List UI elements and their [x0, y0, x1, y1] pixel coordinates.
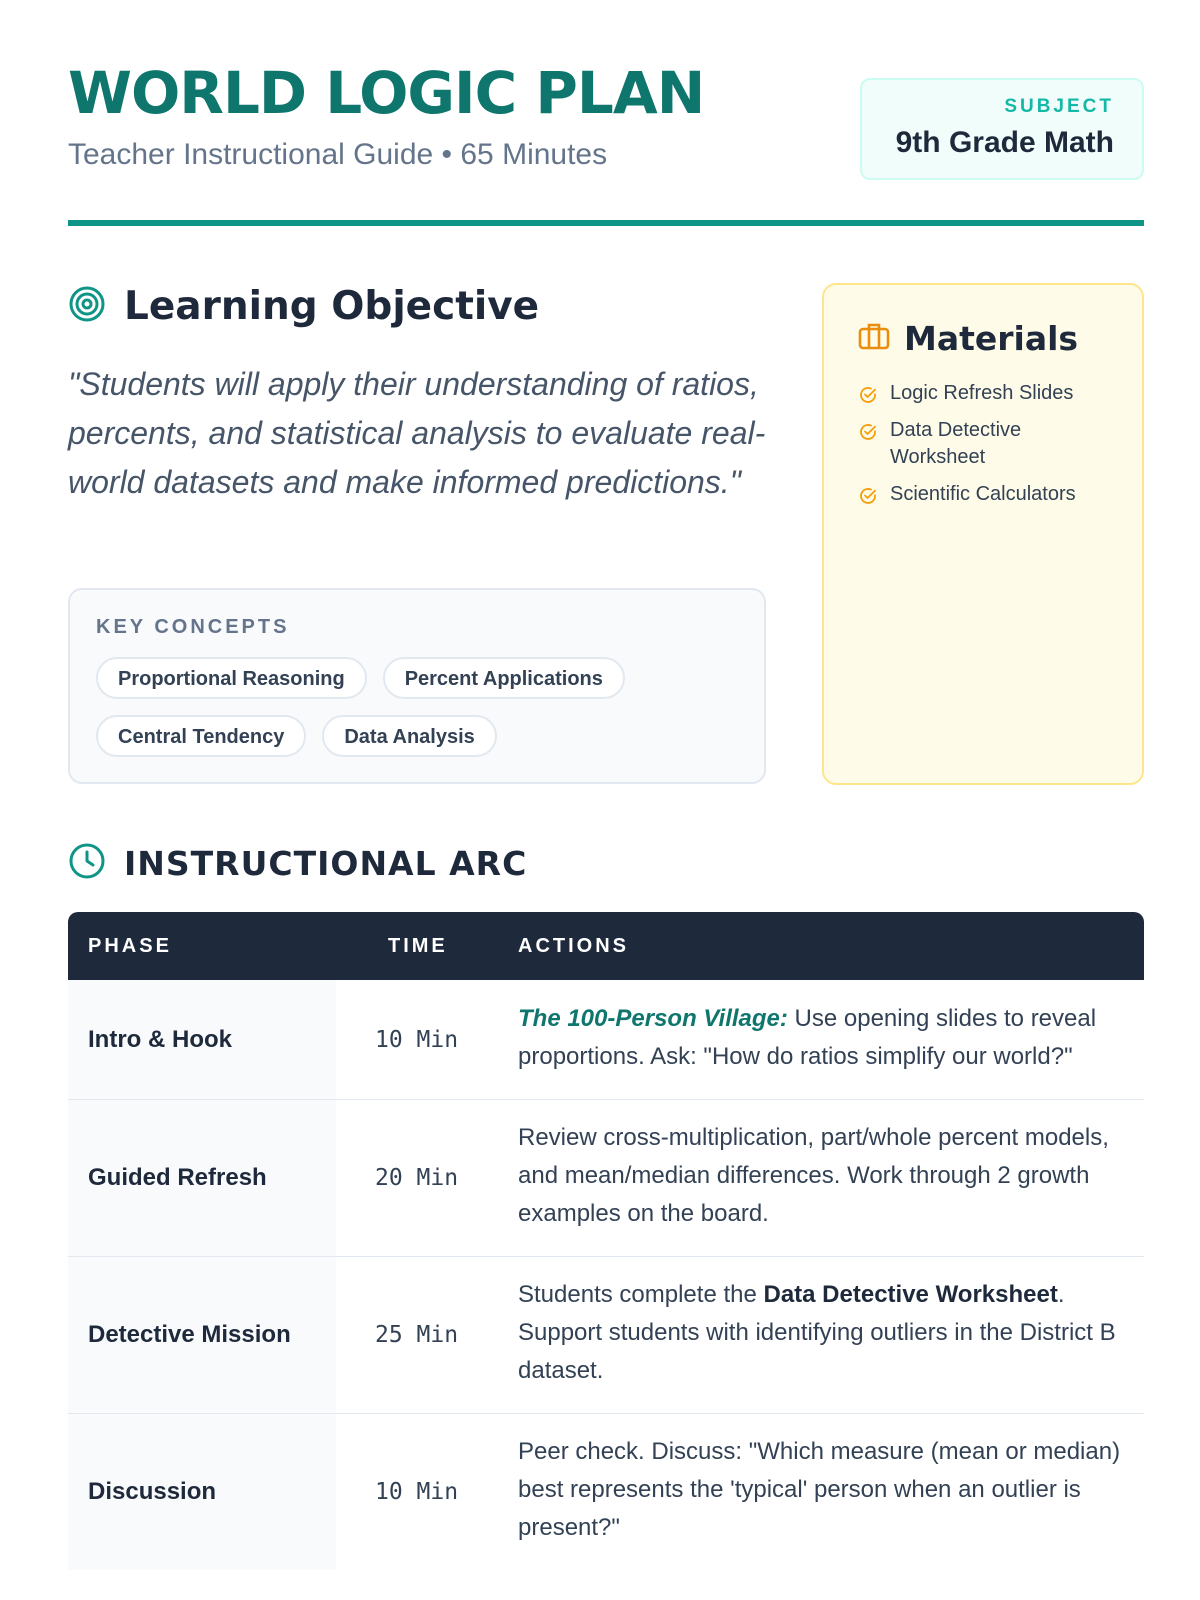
- time-cell: 25 Min: [375, 1322, 459, 1348]
- subject-label: SUBJECT: [1004, 96, 1114, 117]
- actions-highlight: The 100-Person Village:: [518, 1005, 788, 1032]
- materials-item: [858, 417, 1110, 471]
- table-header: [68, 912, 1144, 980]
- concept-chips: [96, 657, 656, 757]
- actions-cell: Peer check. Discuss: "Which measure (mean or median) best represents the 'typical' person when an outlier is present?": [518, 1438, 1121, 1541]
- header-divider: [68, 220, 1144, 226]
- arc-title: INSTRUCTIONAL ARC: [124, 844, 528, 883]
- actions-cell: [518, 1257, 1124, 1390]
- objective-title: Learning Objective: [124, 284, 540, 329]
- phase-cell: Guided Refresh: [88, 1164, 267, 1191]
- actions-text: Students complete the: [518, 1281, 764, 1308]
- materials-item-label: Logic Refresh Slides: [890, 382, 1074, 404]
- time-cell: 10 Min: [375, 1479, 459, 1505]
- objective-quote: "Students will apply their understanding of ratios, percents, and statistical analysis to evaluate real-world datasets and make informed predictions.": [68, 366, 766, 500]
- check-circle-icon: [858, 486, 878, 506]
- materials-heading: [858, 319, 1110, 358]
- instructional-arc-table: [68, 912, 1144, 1570]
- page-title: WORLD LOGIC PLAN: [68, 59, 705, 127]
- concept-chip: Percent Applications: [383, 657, 625, 699]
- table-row: [68, 980, 1144, 1100]
- table-row: [68, 1257, 1144, 1414]
- phase-cell: Intro & Hook: [88, 1025, 232, 1053]
- actions-text: . Support students with identifying outliers in the District B dataset.: [518, 1281, 1116, 1384]
- materials-list: [858, 380, 1110, 508]
- check-circle-icon: [858, 422, 878, 442]
- actions-cell: Review cross-multiplication, part/whole percent models, and mean/median differences. Work through 2 growth examples on the board.: [518, 1124, 1109, 1227]
- materials-item: [858, 380, 1110, 407]
- concept-chip: Central Tendency: [96, 715, 306, 757]
- subject-card: [860, 78, 1144, 180]
- page-subtitle: Teacher Instructional Guide • 65 Minutes: [68, 138, 608, 171]
- target-icon: [68, 285, 106, 328]
- phase-cell: Discussion: [88, 1478, 217, 1505]
- concept-chip: Proportional Reasoning: [96, 657, 367, 699]
- time-cell: 20 Min: [375, 1165, 459, 1191]
- objective-heading: [68, 284, 539, 329]
- concept-chip: Data Analysis: [322, 715, 496, 757]
- column-header-phase: PHASE: [88, 935, 172, 957]
- table-row: [68, 1414, 1144, 1570]
- phase-cell: Detective Mission: [88, 1321, 291, 1348]
- column-header-actions: ACTIONS: [518, 935, 629, 957]
- clock-icon: [68, 842, 106, 885]
- actions-cell: [518, 980, 1124, 1076]
- actions-bold: Data Detective Worksheet: [763, 1281, 1058, 1308]
- materials-title: Materials: [904, 319, 1079, 358]
- subject-value: 9th Grade Math: [895, 126, 1114, 159]
- time-cell: 10 Min: [375, 1026, 459, 1053]
- materials-item: [858, 481, 1110, 508]
- key-concepts-label: KEY CONCEPTS: [96, 616, 290, 638]
- actions-text: Use opening slides to reveal proportions. Ask: "How do ratios simplify our world?": [518, 1005, 1097, 1070]
- table-row: [68, 1100, 1144, 1257]
- arc-heading: [68, 842, 527, 885]
- materials-card: [822, 283, 1144, 785]
- check-circle-icon: [858, 385, 878, 405]
- materials-item-label: Data Detective Worksheet: [890, 419, 1022, 468]
- key-concepts-panel: [68, 588, 766, 784]
- briefcase-icon: [858, 321, 890, 356]
- column-header-time: TIME: [388, 935, 448, 957]
- materials-item-label: Scientific Calculators: [890, 483, 1076, 505]
